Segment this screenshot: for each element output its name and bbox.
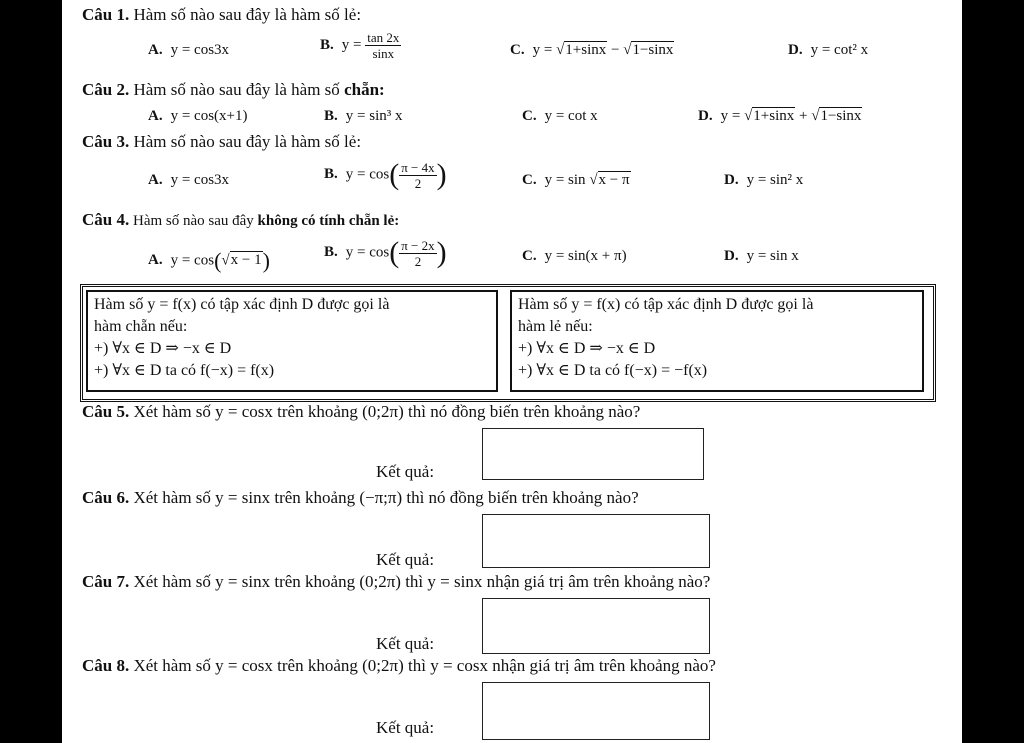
question-1: Câu 1. Hàm số nào sau đây là hàm số lẻ: <box>82 5 362 24</box>
q4-option-d: D. y = sin x <box>724 248 799 264</box>
worksheet-page <box>62 0 962 743</box>
q3-option-c: C. y = sin √x − π <box>522 172 630 188</box>
q3-option-d: D. y = sin² x <box>724 172 804 188</box>
question-8: Câu 8. Xét hàm số y = cosx trên khoảng (0;2π) thì y = cosx nhận giá trị âm trên khoảng nào? <box>82 656 716 675</box>
q5-answer-box[interactable] <box>482 428 704 480</box>
even-function-definition: Hàm số y = f(x) có tập xác định D được gọi là hàm chẵn nếu: +) ∀x ∈ D ⇒ −x ∈ D +) ∀x ∈ D ta có f(−x) = f(x) <box>86 290 498 392</box>
q7-result-label: Kết quả: <box>376 634 435 653</box>
q5-result-label: Kết quả: <box>376 462 435 481</box>
q6-answer-box[interactable] <box>482 514 710 568</box>
question-7: Câu 7. Xét hàm số y = sinx trên khoảng (0;2π) thì y = sinx nhận giá trị âm trên khoảng nào? <box>82 572 711 591</box>
q8-answer-box[interactable] <box>482 682 710 740</box>
q2-option-c: C. y = cot x <box>522 108 598 124</box>
question-2: Câu 2. Hàm số nào sau đây là hàm số chẵn: <box>82 80 385 99</box>
question-4: Câu 4. Hàm số nào sau đây không có tính chẵn lẻ: <box>82 210 400 229</box>
question-3: Câu 3. Hàm số nào sau đây là hàm số lẻ: <box>82 132 362 151</box>
q3-option-a: A. y = cos3x <box>148 172 230 188</box>
q8-result-label: Kết quả: <box>376 718 435 737</box>
q2-option-d: D. y = √1+sinx + √1−sinx <box>698 108 862 124</box>
q1-option-d: D. y = cot² x <box>788 42 869 58</box>
odd-function-definition: Hàm số y = f(x) có tập xác định D được gọi là hàm lẻ nếu: +) ∀x ∈ D ⇒ −x ∈ D +) ∀x ∈ D ta có f(−x) = −f(x) <box>510 290 924 392</box>
q1-option-a: A. y = cos3x <box>148 42 230 58</box>
question-5: Câu 5. Xét hàm số y = cosx trên khoảng (0;2π) thì nó đồng biến trên khoảng nào? <box>82 402 641 421</box>
q6-result-label: Kết quả: <box>376 550 435 569</box>
q1-option-b: B. y = $\frac{\tan 2x}{\sin x}$ <box>320 30 400 61</box>
question-6: Câu 6. Xét hàm số y = sinx trên khoảng (−π;π) thì nó đồng biến trên khoảng nào? <box>82 488 639 507</box>
q3-option-b: B. y = cos( $\frac{\pi - 4x}{2}$ ) <box>324 158 447 191</box>
q4-option-b: B. y = cos( $\frac{\pi - 2x}{2}$ ) <box>324 236 447 269</box>
q4-option-c: C. y = sin(x + π) <box>522 248 627 264</box>
q7-answer-box[interactable] <box>482 598 710 654</box>
cut-off-header <box>62 0 962 2</box>
q1-option-c: C. y = √1+sinx − √1−sinx <box>510 42 674 58</box>
q4-option-a: A. y = cos(√x − 1) <box>148 248 270 273</box>
q2-option-a: A. y = cos(x+1) <box>148 108 248 124</box>
q2-option-b: B. y = sin³ x <box>324 108 403 124</box>
